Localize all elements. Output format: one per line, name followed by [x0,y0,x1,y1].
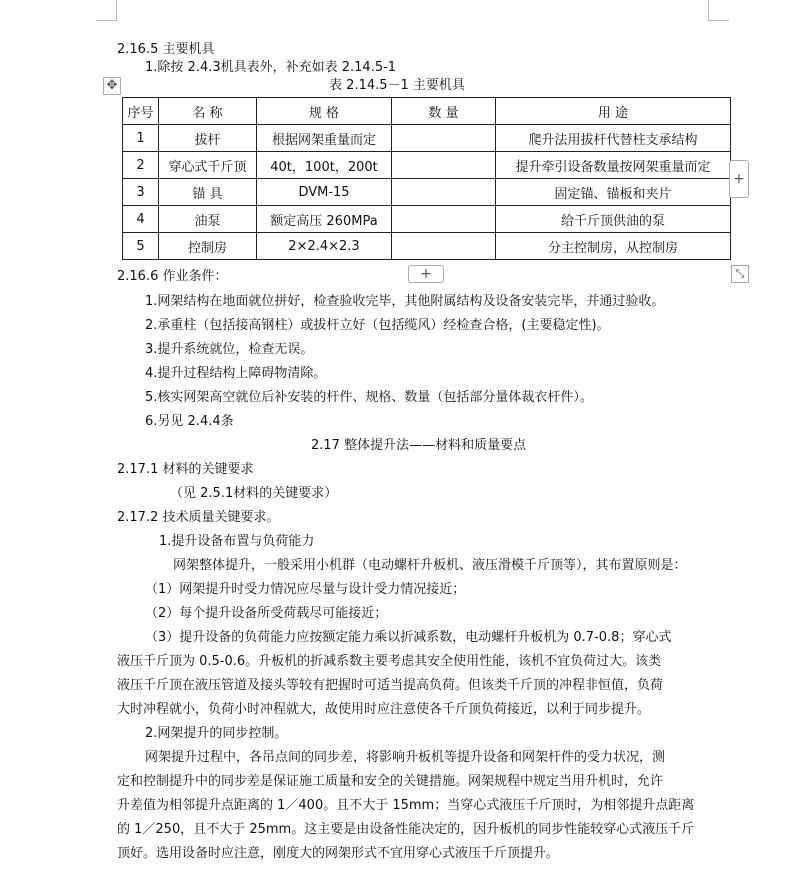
table-row [123,179,731,206]
table-cell[interactable]: 额定高压 260MPa [257,206,392,233]
table-cell[interactable]: 提升牵引设备数量按网架重量而定 [496,152,731,179]
principle-item: （2）每个提升设备所受荷载尽可能接近； [145,606,388,621]
paragraph-line: 大时冲程就小，负荷小时冲程就大，故使用时应注意使各千斤顶负荷接近，以利于同步提升。 [117,702,651,717]
page-corner-mark-left [96,0,117,21]
header-cell-name[interactable]: 名 称 [159,98,257,125]
table-cell[interactable]: 分主控制房，从控制房 [496,233,731,260]
table-move-icon[interactable]: ✥ [103,77,121,95]
table-cell[interactable] [392,233,496,260]
section-2-17-2-heading: 2.17.2 技术质量关键要求。 [117,510,280,525]
table-cell[interactable]: 控制房 [159,233,257,260]
table-cell[interactable]: 油泵 [159,206,257,233]
section-2-16-6-heading: 2.16.6 作业条件： [117,269,228,284]
condition-item: 5.核实网架高空就位后补安装的杆件、规格、数量（包括部分量体裁衣杆件）。 [145,390,593,405]
paragraph-line: 升差值为相邻提升点距离的 1／400。且不大于 15mm；当穿心式液压千斤顶时，为相邻提升点距离 [117,798,695,813]
table-cell[interactable] [392,179,496,206]
table-row [123,125,731,152]
page-corner-mark-right [708,0,729,21]
paragraph-line: 的 1／250，且不大于 25mm。这主要是由设备性能决定的，因升板机的同步性能较穿心式液压千斤 [117,822,695,837]
section-2-16-5-intro: 1.除按 2.4.3机具表外，补充如表 2.14.5-1 [145,60,397,75]
paragraph-line: 液压千斤顶在液压管道及接头等较有把握时可适当提高负荷。但该类千斤顶的冲程非恒值，负荷 [117,678,664,693]
principle-item: （3）提升设备的负荷能力应按额定能力乘以折减系数，电动螺杆升板机为 0.7-0.8；穿心式 [145,630,672,645]
table-cell[interactable]: 3 [123,179,159,206]
table-cell[interactable] [392,125,496,152]
table-cell[interactable]: 1 [123,125,159,152]
table-cell[interactable]: 根据网架重量而定 [257,125,392,152]
paragraph-line: 液压千斤顶为 0.5-0.6。升板机的折减系数主要考虑其安全使用性能，该机不宜负荷过大。该类 [117,654,662,669]
paragraph-line: 定和控制提升中的同步差是保证施工质量和安全的关键措施。网架规程中规定当用升机时，允许 [117,774,664,789]
condition-item: 4.提升过程结构上障碍物清除。 [145,366,327,381]
add-column-button[interactable]: + [729,160,749,198]
table-cell[interactable]: 拔杆 [159,125,257,152]
table-cell[interactable]: 爬升法用拔杆代替柱支承结构 [496,125,731,152]
table-cell[interactable]: 5 [123,233,159,260]
table-row [123,233,731,260]
table-cell[interactable]: 给千斤顶供油的泵 [496,206,731,233]
equipment-table[interactable] [122,97,731,260]
condition-item: 2.承重柱（包括接高钢柱）或拔杆立好（包括缆风）经检查合格，(主要稳定性)。 [145,318,610,333]
table-resize-icon[interactable]: ⤡ [731,265,749,283]
header-cell-quantity[interactable]: 数 量 [392,98,496,125]
header-cell-spec[interactable]: 规 格 [257,98,392,125]
paragraph-line: 网架提升过程中，各吊点间的同步差，将影响升板机等提升设备和网架杆件的受力状况，测 [145,750,666,765]
table-header-row [123,98,731,125]
table-row [123,152,731,179]
section-2-16-5-heading: 2.16.5 主要机具 [117,42,215,57]
table-cell[interactable]: 4 [123,206,159,233]
paragraph-line: 顶好。选用设备时应注意，刚度大的网架形式不宜用穿心式液压千斤顶提升。 [117,846,560,861]
section-2-17-title: 2.17 整体提升法——材料和质量要点 [311,438,527,453]
condition-item: 6.另见 2.4.4条 [145,414,234,429]
header-cell-index[interactable]: 序号 [123,98,159,125]
table-caption: 表 2.14.5－1 主要机具 [329,78,465,93]
condition-item: 1.网架结构在地面就位拼好，检查验收完毕，其他附属结构及设备安装完毕，并通过验收。 [145,294,665,309]
condition-item: 3.提升系统就位，检查无误。 [145,342,314,357]
table-cell[interactable]: 40t，100t，200t [257,152,392,179]
table-cell[interactable]: 穿心式千斤顶 [159,152,257,179]
subsection-2-heading: 2.网架提升的同步控制。 [145,726,288,741]
table-cell[interactable] [392,152,496,179]
table-cell[interactable]: 固定锚、锚板和夹片 [496,179,731,206]
section-2-17-1-heading: 2.17.1 材料的关键要求 [117,462,254,477]
subsection-1-intro: 网架整体提升，一般采用小机群（电动螺杆升板机、液压滑模千斤顶等），其布置原则是： [173,558,687,573]
table-cell[interactable]: 2 [123,152,159,179]
table-cell[interactable]: 锚 具 [159,179,257,206]
table-cell[interactable]: 2×2.4×2.3 [257,233,392,260]
add-row-button[interactable]: + [408,265,444,283]
table-cell[interactable] [392,206,496,233]
table-row [123,206,731,233]
principle-item: （1）网架提升时受力情况应尽量与设计受力情况接近； [145,582,466,597]
section-2-17-1-body: （见 2.5.1材料的关键要求） [170,486,338,501]
subsection-1-heading: 1.提升设备布置与负荷能力 [159,534,315,549]
header-cell-purpose[interactable]: 用 途 [496,98,731,125]
table-cell[interactable]: DVM-15 [257,179,392,206]
